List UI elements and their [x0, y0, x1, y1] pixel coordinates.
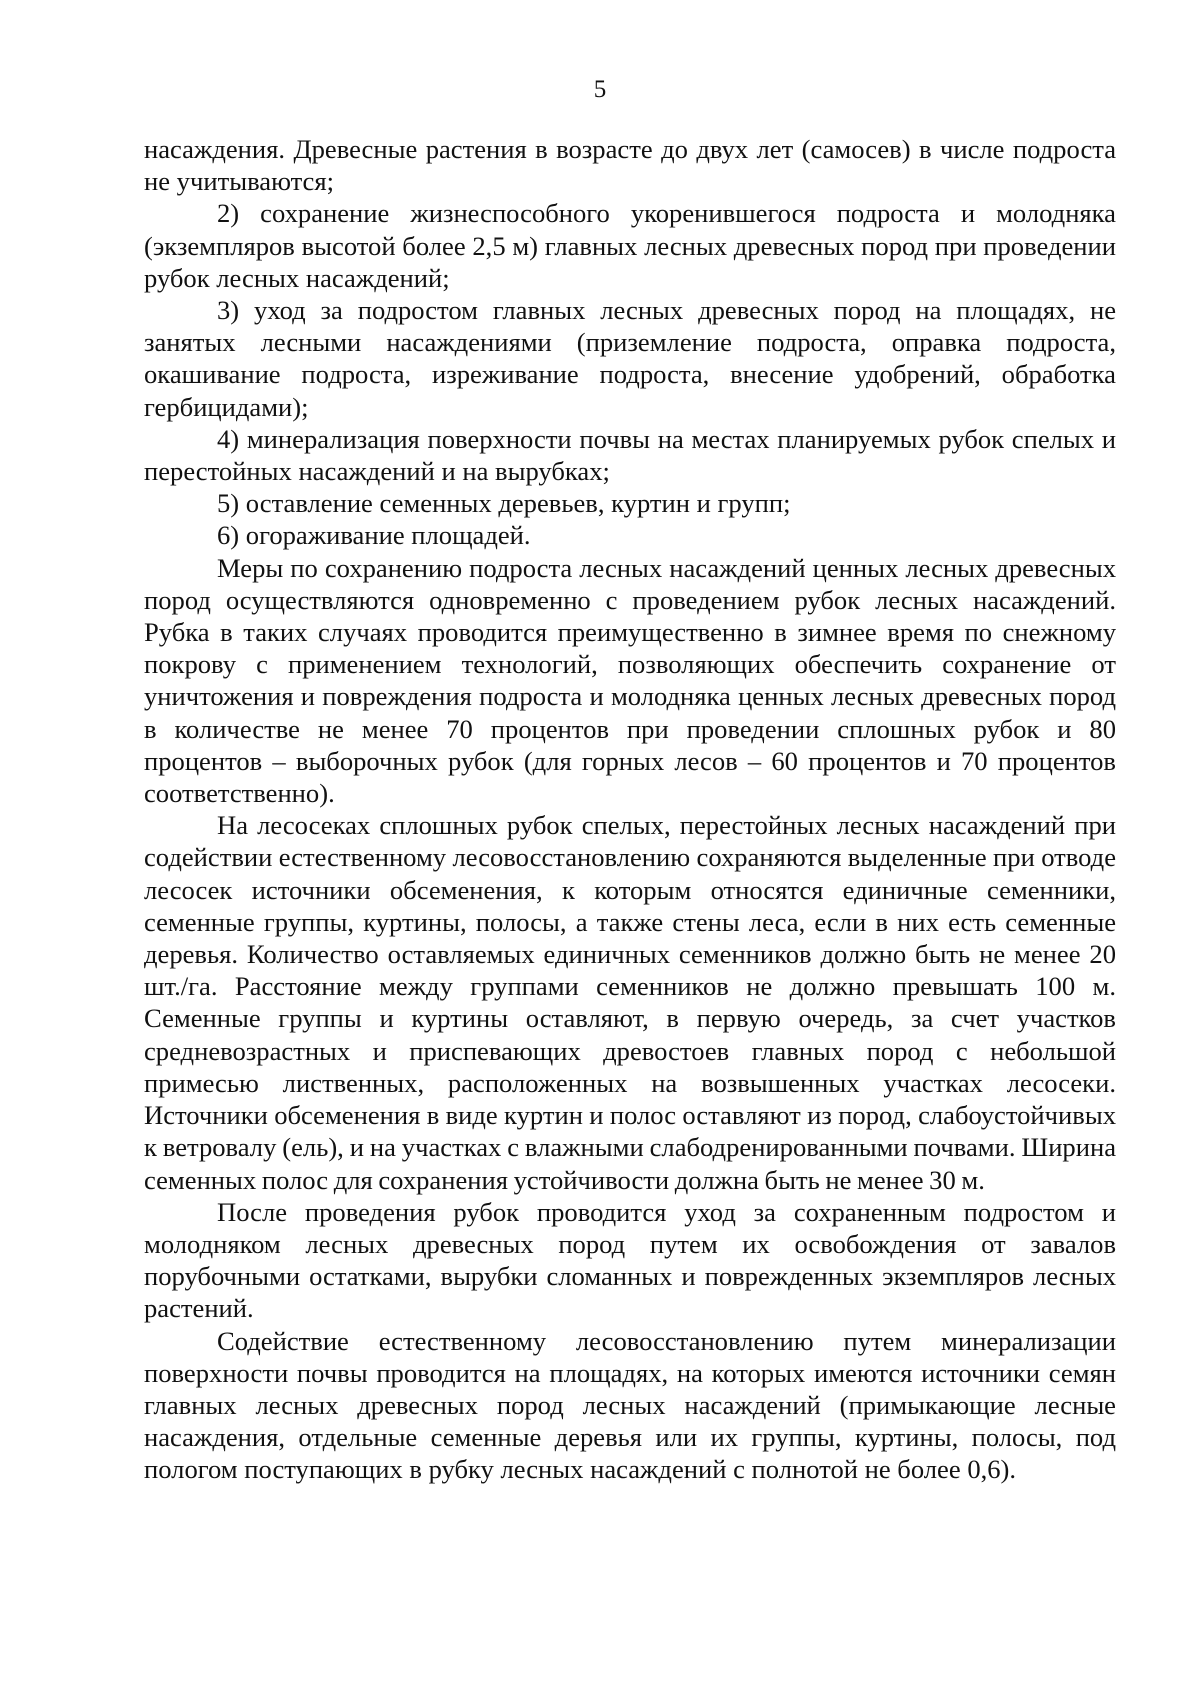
list-item-6: 6) огораживание площадей.: [217, 520, 531, 551]
list-item-4: 4) минерализация поверхности почвы на местах планируемых рубок спелых и перестойных насаждений и на вырубках;: [144, 423, 1116, 487]
list-item-3: 3) уход за подростом главных лесных древесных пород на площадях, не занятых лесными насаждениями (приземление подроста, оправка подроста, окашивание подроста, изреживание подроста, внесение удобрений, обработка гербицидами);: [144, 295, 1116, 422]
paragraph-soil-mineralization: Содействие естественному лесовосстановлению путем минерализации поверхности почвы проводится на площадях, на которых имеются источники семян главных лесных древесных пород лесных насаждений (примыкающие лесные насаждения, отдельные семенные деревья или их группы, куртины, полосы, под пологом поступающих в рубку лесных насаждений с полнотой не более 0,6).: [144, 1325, 1116, 1485]
paragraph-seed-sources: На лесосеках сплошных рубок спелых, перестойных лесных насаждений при содействии естественному лесовосстановлению сохраняются выделенные при отводе лесосек источники обсеменения, к которым относятся единичные семенники, семенные группы, куртины, полосы, а также стены леса, если в них есть семенные деревья. Количество оставляемых единичных семенников должно быть не менее 20 шт./га. Расстояние между группами семенников не должно превышать 100 м. Семенные группы и куртины оставляют, в первую очередь, за счет участков средневозрастных и приспевающих древостоев главных пород с небольшой примесью лиственных, расположенных на возвышенных участках лесосеки. Источники обсеменения в виде куртин и полос оставляют из пород, слабоустойчивых к ветровалу (ель), и на участках с влажными слабодренированными почвами. Ширина семенных полос для сохранения устойчивости должна быть не менее 30 м.: [144, 810, 1116, 1195]
paragraph-undergrowth-preservation: Меры по сохранению подроста лесных насаждений ценных лесных древесных пород осуществляются одновременно с проведением рубок лесных насаждений. Рубка в таких случаях проводится преимущественно в зимнее время по снежному покрову с применением технологий, позволяющих обеспечить сохранение от уничтожения и повреждения подроста и молодняка ценных лесных древесных пород в количестве не менее 70 процентов при проведении сплошных рубок и 80 процентов – выборочных рубок (для горных лесов – 60 процентов и 70 процентов соответственно).: [144, 552, 1116, 809]
page-number: 5: [593, 76, 607, 103]
document-body: [144, 133, 1116, 1486]
paragraph-continuation: насаждения. Древесные растения в возрасте до двух лет (самосев) в числе подроста не учитываются;: [144, 134, 1116, 197]
list-item-5: 5) оставление семенных деревьев, куртин и групп;: [217, 488, 791, 519]
paragraph-post-felling-care: После проведения рубок проводится уход за сохраненным подростом и молодняком лесных древесных пород путем их освобождения от завалов порубочными остатками, вырубки сломанных и поврежденных экземпляров лесных растений.: [144, 1196, 1116, 1324]
list-item-2: 2) сохранение жизнеспособного укоренившегося подроста и молодняка (экземпляров высотой более 2,5 м) главных лесных древесных пород при проведении рубок лесных насаждений;: [144, 198, 1116, 293]
